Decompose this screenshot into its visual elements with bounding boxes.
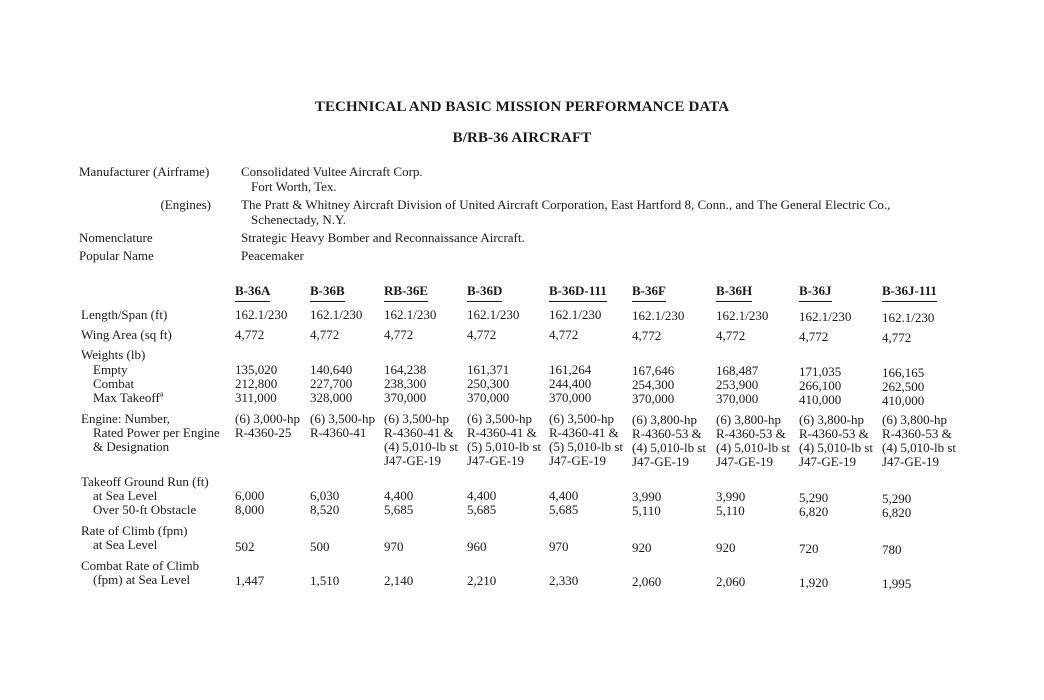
cell-max-takeoff-weight: 311,000 xyxy=(235,390,277,405)
cell-engine-line: (6) 3,500-hp xyxy=(549,411,614,426)
document-title: TECHNICAL AND BASIC MISSION PERFORMANCE DATA xyxy=(314,99,730,115)
cell-engine-line: R-4360-25 xyxy=(235,425,292,440)
nomenclature-label: Nomenclature xyxy=(79,230,153,245)
cell-engine-line: R-4360-41 & xyxy=(384,425,454,440)
cell-length-span: 162.1/230 xyxy=(310,307,363,322)
cell-engine-line: J47-GE-19 xyxy=(799,454,857,469)
cell-wing-area: 4,772 xyxy=(384,327,414,342)
popular-name-label: Popular Name xyxy=(79,248,154,263)
cell-rate-of-climb: 920 xyxy=(716,540,736,555)
row-label-combat: Combat xyxy=(93,376,135,391)
cell-length-span: 162.1/230 xyxy=(632,308,685,323)
cell-combat-weight: 238,300 xyxy=(384,376,427,391)
row-label-takeoff-obstacle: Over 50-ft Obstacle xyxy=(93,502,197,517)
cell-takeoff-sea-level: 6,000 xyxy=(235,488,265,503)
manufacturer-engines-value xyxy=(241,197,890,227)
cell-engine-line: (4) 5,010-lb st xyxy=(384,439,459,454)
cell-takeoff-sea-level: 4,400 xyxy=(384,488,414,503)
cell-length-span: 162.1/230 xyxy=(384,307,437,322)
column-header: B-36A xyxy=(235,283,270,302)
cell-takeoff-obstacle: 5,685 xyxy=(549,502,579,517)
popular-name-value: Peacemaker xyxy=(241,248,304,263)
cell-engine-line: R-4360-41 & xyxy=(467,425,537,440)
row-label-engine-1: Engine: Number, xyxy=(81,411,171,426)
cell-engine-line: (5) 5,010-lb st xyxy=(549,439,624,454)
cell-rate-of-climb: 502 xyxy=(235,539,255,554)
cell-combat-rate-of-climb: 1,920 xyxy=(799,575,829,590)
cell-engine-line: (6) 3,800-hp xyxy=(882,412,947,427)
column-header: B-36D-111 xyxy=(549,283,607,302)
cell-rate-of-climb: 500 xyxy=(310,539,330,554)
cell-takeoff-sea-level: 3,990 xyxy=(632,489,662,504)
manufacturer-engines-label: (Engines) xyxy=(160,197,211,212)
cell-combat-weight: 244,400 xyxy=(549,376,592,391)
cell-max-takeoff-weight: 328,000 xyxy=(310,390,353,405)
cell-engine-line: (4) 5,010-lb st xyxy=(799,440,874,455)
cell-empty-weight: 140,640 xyxy=(310,362,353,377)
cell-takeoff-sea-level: 4,400 xyxy=(549,488,579,503)
row-label-engine-2: Rated Power per Engine xyxy=(93,425,220,440)
cell-engine-line: (4) 5,010-lb st xyxy=(716,440,791,455)
cell-takeoff-obstacle: 8,520 xyxy=(310,502,340,517)
cell-combat-weight: 212,800 xyxy=(235,376,278,391)
row-label-length-span: Length/Span (ft) xyxy=(81,307,168,322)
row-label-engine-3: & Designation xyxy=(93,439,170,454)
cell-takeoff-obstacle: 5,685 xyxy=(467,502,497,517)
nomenclature-value: Strategic Heavy Bomber and Reconnaissance Aircraft. xyxy=(241,230,525,245)
cell-max-takeoff-weight: 410,000 xyxy=(882,393,925,408)
row-label-wing-area: Wing Area (sq ft) xyxy=(81,327,172,342)
cell-wing-area: 4,772 xyxy=(467,327,497,342)
cell-max-takeoff-weight: 370,000 xyxy=(716,391,759,406)
cell-engine-line: J47-GE-19 xyxy=(716,454,774,469)
cell-length-span: 162.1/230 xyxy=(716,308,769,323)
cell-engine-line: (4) 5,010-lb st xyxy=(632,440,707,455)
cell-engine-line: R-4360-53 & xyxy=(799,426,869,441)
cell-engine-line: (6) 3,500-hp xyxy=(467,411,532,426)
cell-engine-line: (6) 3,800-hp xyxy=(716,412,781,427)
column-header: RB-36E xyxy=(384,283,428,302)
column-header: B-36F xyxy=(632,283,666,302)
row-label-combat-roc-1: Combat Rate of Climb xyxy=(81,558,200,573)
column-header: B-36B xyxy=(310,283,345,302)
cell-rate-of-climb: 970 xyxy=(384,539,404,554)
cell-empty-weight: 164,238 xyxy=(384,362,427,377)
cell-combat-rate-of-climb: 2,060 xyxy=(632,574,662,589)
cell-combat-weight: 266,100 xyxy=(799,378,842,393)
cell-combat-rate-of-climb: 2,060 xyxy=(716,574,746,589)
cell-engine-line: J47-GE-19 xyxy=(632,454,690,469)
cell-length-span: 162.1/230 xyxy=(799,309,852,324)
cell-empty-weight: 167,646 xyxy=(632,363,675,378)
cell-empty-weight: 168,487 xyxy=(716,363,759,378)
cell-engine-line: (6) 3,500-hp xyxy=(384,411,449,426)
cell-empty-weight: 166,165 xyxy=(882,365,925,380)
cell-empty-weight: 171,035 xyxy=(799,364,842,379)
cell-takeoff-sea-level: 5,290 xyxy=(799,490,829,505)
cell-max-takeoff-weight: 370,000 xyxy=(632,391,675,406)
cell-empty-weight: 161,264 xyxy=(549,362,592,377)
cell-length-span: 162.1/230 xyxy=(467,307,520,322)
row-label-takeoff-sea-level: at Sea Level xyxy=(93,488,158,503)
cell-combat-rate-of-climb: 1,995 xyxy=(882,576,912,591)
cell-max-takeoff-weight: 370,000 xyxy=(549,390,592,405)
cell-engine-line: (6) 3,000-hp xyxy=(235,411,300,426)
cell-combat-weight: 227,700 xyxy=(310,376,353,391)
cell-rate-of-climb: 970 xyxy=(549,539,569,554)
cell-takeoff-obstacle: 6,820 xyxy=(799,504,829,519)
row-label-combat-roc-2: (fpm) at Sea Level xyxy=(93,572,191,587)
cell-engine-line: J47-GE-19 xyxy=(882,454,940,469)
manufacturer-airframe-value xyxy=(241,164,423,194)
column-header: B-36H xyxy=(716,283,752,302)
row-label-takeoff: Takeoff Ground Run (ft) xyxy=(81,474,209,489)
manufacturer-engines-line1: The Pratt & Whitney Aircraft Division of United Aircraft Corporation, East Hartford 8, Conn., and The General Electric Co., xyxy=(241,197,891,212)
cell-wing-area: 4,772 xyxy=(882,330,912,345)
row-label-weights: Weights (lb) xyxy=(81,347,146,362)
cell-takeoff-sea-level: 3,990 xyxy=(716,489,746,504)
row-label-roc-2: at Sea Level xyxy=(93,537,158,552)
cell-takeoff-obstacle: 5,110 xyxy=(716,503,745,518)
cell-combat-rate-of-climb: 2,140 xyxy=(384,573,414,588)
cell-engine-line: J47-GE-19 xyxy=(549,453,607,468)
cell-max-takeoff-weight: 370,000 xyxy=(384,390,427,405)
cell-wing-area: 4,772 xyxy=(632,328,662,343)
cell-engine-line: (4) 5,010-lb st xyxy=(882,440,957,455)
cell-takeoff-obstacle: 8,000 xyxy=(235,502,265,517)
cell-engine-line: (6) 3,800-hp xyxy=(799,412,864,427)
cell-engine-line: R-4360-53 & xyxy=(632,426,702,441)
cell-engine-line: J47-GE-19 xyxy=(384,453,442,468)
cell-max-takeoff-weight: 370,000 xyxy=(467,390,510,405)
cell-rate-of-climb: 720 xyxy=(799,541,819,556)
cell-combat-rate-of-climb: 1,510 xyxy=(310,573,340,588)
cell-combat-rate-of-climb: 1,447 xyxy=(235,573,265,588)
cell-wing-area: 4,772 xyxy=(310,327,340,342)
cell-engine-line: (5) 5,010-lb st xyxy=(467,439,542,454)
max-takeoff-text: Max Takeoff xyxy=(93,390,160,405)
cell-wing-area: 4,772 xyxy=(716,328,746,343)
cell-engine-line: R-4360-53 & xyxy=(882,426,952,441)
cell-wing-area: 4,772 xyxy=(235,327,265,342)
cell-takeoff-obstacle: 5,110 xyxy=(632,503,661,518)
cell-rate-of-climb: 960 xyxy=(467,539,487,554)
manufacturer-airframe-label: Manufacturer (Airframe) xyxy=(79,164,210,179)
cell-length-span: 162.1/230 xyxy=(549,307,602,322)
document-subtitle: B/RB-36 AIRCRAFT xyxy=(452,130,592,146)
row-label-max-takeoff xyxy=(93,391,163,406)
cell-empty-weight: 161,371 xyxy=(467,362,510,377)
cell-rate-of-climb: 780 xyxy=(882,542,902,557)
cell-length-span: 162.1/230 xyxy=(235,307,288,322)
manufacturer-engines-line2: Schenectady, N.Y. xyxy=(251,212,346,227)
cell-takeoff-sea-level: 6,030 xyxy=(310,488,340,503)
column-header: B-36J-111 xyxy=(882,283,937,302)
column-header: B-36D xyxy=(467,283,502,302)
cell-combat-weight: 262,500 xyxy=(882,379,925,394)
cell-engine-line: R-4360-41 xyxy=(310,425,367,440)
manufacturer-airframe-line1: Consolidated Vultee Aircraft Corp. xyxy=(241,164,423,179)
cell-takeoff-sea-level: 4,400 xyxy=(467,488,497,503)
cell-combat-weight: 250,300 xyxy=(467,376,510,391)
cell-takeoff-obstacle: 6,820 xyxy=(882,505,912,520)
cell-takeoff-sea-level: 5,290 xyxy=(882,491,912,506)
cell-takeoff-obstacle: 5,685 xyxy=(384,502,414,517)
cell-max-takeoff-weight: 410,000 xyxy=(799,392,842,407)
cell-engine-line: (6) 3,800-hp xyxy=(632,412,697,427)
cell-combat-rate-of-climb: 2,210 xyxy=(467,573,497,588)
row-label-empty: Empty xyxy=(93,362,128,377)
cell-combat-weight: 253,900 xyxy=(716,377,759,392)
footnote-marker: a xyxy=(159,389,164,399)
column-header: B-36J xyxy=(799,283,832,302)
cell-engine-line: R-4360-41 & xyxy=(549,425,619,440)
cell-combat-rate-of-climb: 2,330 xyxy=(549,573,579,588)
cell-combat-weight: 254,300 xyxy=(632,377,675,392)
row-label-roc-1: Rate of Climb (fpm) xyxy=(81,523,188,538)
cell-engine-line: J47-GE-19 xyxy=(467,453,525,468)
cell-wing-area: 4,772 xyxy=(549,327,579,342)
cell-wing-area: 4,772 xyxy=(799,329,829,344)
cell-engine-line: (6) 3,500-hp xyxy=(310,411,375,426)
manufacturer-airframe-line2: Fort Worth, Tex. xyxy=(251,179,337,194)
cell-empty-weight: 135,020 xyxy=(235,362,278,377)
cell-engine-line: R-4360-53 & xyxy=(716,426,786,441)
cell-length-span: 162.1/230 xyxy=(882,310,935,325)
cell-rate-of-climb: 920 xyxy=(632,540,652,555)
